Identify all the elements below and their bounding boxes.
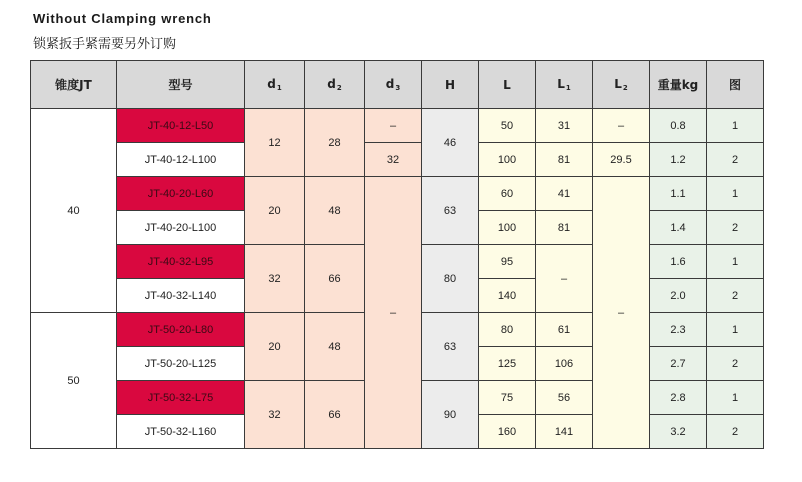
header-l: L — [479, 61, 536, 109]
figure-cell: 2 — [707, 279, 764, 313]
header-d3: $d_3$ — [365, 61, 422, 109]
weight-cell: 2.7 — [650, 347, 707, 381]
model-cell: JT-40-32-L95 — [117, 245, 245, 279]
d3-merged-cell: – — [365, 177, 422, 449]
table-row — [31, 177, 764, 211]
l2-cell: – — [593, 109, 650, 143]
d3-cell: 32 — [365, 143, 422, 177]
l1-cell: 141 — [536, 415, 593, 449]
d3-cell: – — [365, 109, 422, 143]
h-cell: 80 — [422, 245, 479, 313]
weight-cell: 1.6 — [650, 245, 707, 279]
l-cell: 50 — [479, 109, 536, 143]
l1-cell: 81 — [536, 143, 593, 177]
model-cell: JT-40-12-L100 — [117, 143, 245, 177]
h-cell: 90 — [422, 381, 479, 449]
d1-cell: 32 — [245, 245, 305, 313]
weight-cell: 1.1 — [650, 177, 707, 211]
l1-cell: 106 — [536, 347, 593, 381]
d2-cell: 48 — [305, 313, 365, 381]
figure-cell: 2 — [707, 347, 764, 381]
model-cell: JT-50-32-L75 — [117, 381, 245, 415]
d1-cell: 20 — [245, 177, 305, 245]
h-cell: 46 — [422, 109, 479, 177]
l-cell: 100 — [479, 211, 536, 245]
model-cell: JT-40-32-L140 — [117, 279, 245, 313]
header-jt: 锥度JT — [31, 61, 117, 109]
jt-cell: 50 — [31, 313, 117, 449]
l-cell: 100 — [479, 143, 536, 177]
header-l1: $L_1$ — [536, 61, 593, 109]
l2-cell: 29.5 — [593, 143, 650, 177]
figure-cell: 2 — [707, 415, 764, 449]
model-cell: JT-50-32-L160 — [117, 415, 245, 449]
figure-cell: 1 — [707, 381, 764, 415]
l-cell: 60 — [479, 177, 536, 211]
d2-cell: 48 — [305, 177, 365, 245]
l1-cell: 31 — [536, 109, 593, 143]
weight-cell: 2.3 — [650, 313, 707, 347]
model-cell: JT-50-20-L125 — [117, 347, 245, 381]
d2-cell: 66 — [305, 245, 365, 313]
model-cell: JT-50-20-L80 — [117, 313, 245, 347]
title-english: Without Clamping wrench — [33, 11, 212, 26]
figure-cell: 2 — [707, 143, 764, 177]
l-cell: 95 — [479, 245, 536, 279]
weight-cell: 0.8 — [650, 109, 707, 143]
model-cell: JT-40-20-L100 — [117, 211, 245, 245]
weight-cell: 3.2 — [650, 415, 707, 449]
l-cell: 75 — [479, 381, 536, 415]
table-row — [31, 143, 764, 177]
l1-cell: 56 — [536, 381, 593, 415]
weight-cell: 1.4 — [650, 211, 707, 245]
figure-cell: 2 — [707, 211, 764, 245]
figure-cell: 1 — [707, 245, 764, 279]
header-figure: 图 — [707, 61, 764, 109]
model-cell: JT-40-20-L60 — [117, 177, 245, 211]
figure-cell: 1 — [707, 177, 764, 211]
d2-cell: 66 — [305, 381, 365, 449]
weight-cell: 1.2 — [650, 143, 707, 177]
l1-cell: 61 — [536, 313, 593, 347]
weight-cell: 2.0 — [650, 279, 707, 313]
l-cell: 140 — [479, 279, 536, 313]
h-cell: 63 — [422, 313, 479, 381]
d1-cell: 12 — [245, 109, 305, 177]
header-weight: 重量kg — [650, 61, 707, 109]
jt-cell: 40 — [31, 109, 117, 313]
weight-cell: 2.8 — [650, 381, 707, 415]
header-d2: $d_2$ — [305, 61, 365, 109]
header-model: 型号 — [117, 61, 245, 109]
h-cell: 63 — [422, 177, 479, 245]
l2-merged-cell: – — [593, 177, 650, 449]
d1-cell: 20 — [245, 313, 305, 381]
d2-cell: 28 — [305, 109, 365, 177]
figure-cell: 1 — [707, 109, 764, 143]
l1-cell: 81 — [536, 211, 593, 245]
l1-cell: 41 — [536, 177, 593, 211]
l1-cell: – — [536, 245, 593, 313]
header-h: H — [422, 61, 479, 109]
spec-table — [30, 60, 764, 449]
table-row — [31, 109, 764, 143]
header-row — [31, 61, 764, 109]
header-l2: $L_2$ — [593, 61, 650, 109]
title-chinese: 锁紧扳手紧需要另外订购 — [33, 37, 177, 52]
l-cell: 125 — [479, 347, 536, 381]
d1-cell: 32 — [245, 381, 305, 449]
l-cell: 160 — [479, 415, 536, 449]
model-cell: JT-40-12-L50 — [117, 109, 245, 143]
l-cell: 80 — [479, 313, 536, 347]
figure-cell: 1 — [707, 313, 764, 347]
header-d1: $d_1$ — [245, 61, 305, 109]
